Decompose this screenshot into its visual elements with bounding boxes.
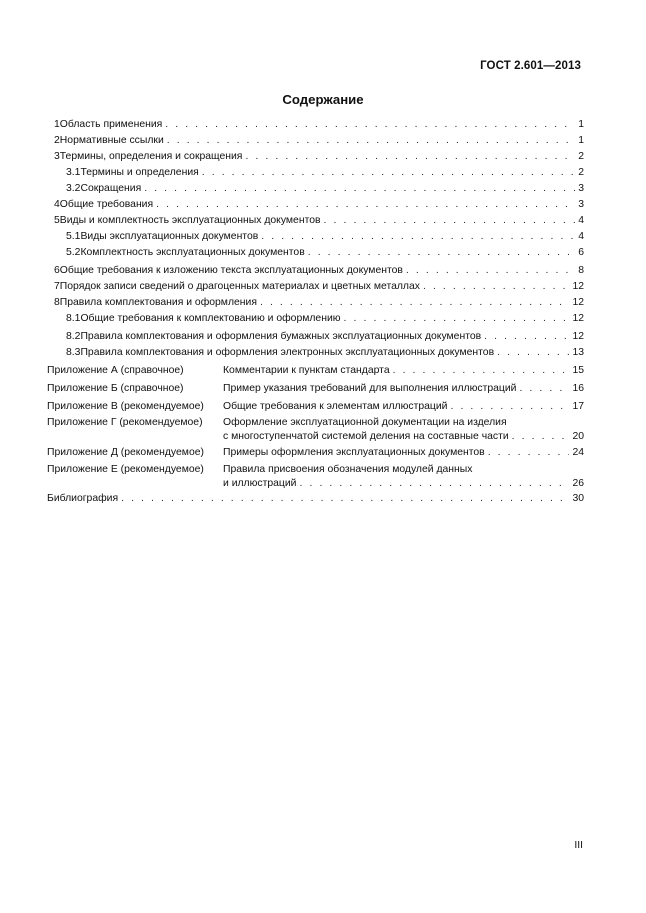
toc-appendix-b[interactable] xyxy=(0,383,646,399)
toc-entry-number: 3 xyxy=(54,151,60,162)
toc-entry-number: 8.2 xyxy=(66,331,81,342)
dot-leader xyxy=(484,331,569,342)
appendix-page: 15 xyxy=(572,365,584,376)
toc-entry-page: 12 xyxy=(572,313,584,324)
toc-entry-3[interactable] xyxy=(0,151,646,167)
dot-leader xyxy=(324,215,576,226)
toc-entry-4[interactable] xyxy=(0,199,646,215)
toc-entry-text: Комплектность эксплуатационных документов xyxy=(80,247,305,258)
dot-leader xyxy=(406,265,575,276)
appendix-page: 17 xyxy=(572,401,584,412)
toc-entry-number: 4 xyxy=(54,199,60,210)
toc-entry-5-2[interactable] xyxy=(0,247,646,263)
toc-entry-number: 8 xyxy=(54,297,60,308)
dot-leader xyxy=(519,383,569,394)
toc-entry-page: 2 xyxy=(578,151,584,162)
appendix-title: Оформление эксплуатационной документации на изделия xyxy=(223,417,507,428)
toc-appendix-e[interactable] xyxy=(0,464,646,496)
toc-entry-number: 5 xyxy=(54,215,60,226)
toc-entry-text: Виды эксплуатационных документов xyxy=(80,231,259,242)
toc-entry-number: 3.1 xyxy=(66,167,81,178)
toc-entry-8[interactable] xyxy=(0,297,646,313)
toc-bibliography[interactable] xyxy=(0,493,646,509)
appendix-title-continued: и иллюстраций xyxy=(223,478,297,489)
toc-entry-page: 4 xyxy=(578,231,584,242)
toc-entry-number: 8.3 xyxy=(66,347,81,358)
page-number: III xyxy=(574,840,583,851)
toc-entry-number: 1 xyxy=(54,119,60,130)
appendix-title: Комментарии к пунктам стандарта xyxy=(223,365,390,376)
dot-leader xyxy=(156,199,575,210)
dot-leader xyxy=(300,478,570,489)
toc-entry-text: Общие требования xyxy=(59,199,154,210)
document-code: ГОСТ 2.601—2013 xyxy=(480,60,581,72)
dot-leader xyxy=(261,231,575,242)
toc-entry-page: 1 xyxy=(578,135,584,146)
appendix-title: Пример указания требований для выполнения иллюстраций xyxy=(223,383,517,394)
dot-leader xyxy=(512,431,570,442)
toc-entry-page: 8 xyxy=(578,265,584,276)
toc-entry-number: 7 xyxy=(54,281,60,292)
dot-leader xyxy=(245,151,575,162)
page-title: Содержание xyxy=(282,92,364,107)
dot-leader xyxy=(165,119,575,130)
appendix-title: Примеры оформления эксплуатационных документов xyxy=(223,447,485,458)
bibliography-text: Библиография xyxy=(47,493,119,504)
dot-leader xyxy=(344,313,570,324)
appendix-label: Приложение Б (справочное) xyxy=(47,383,184,394)
dot-leader xyxy=(488,447,570,458)
toc-entry-3-1[interactable] xyxy=(0,167,646,183)
appendix-title: Общие требования к элементам иллюстраций xyxy=(223,401,448,412)
dot-leader xyxy=(260,297,569,308)
appendix-title: Правила присвоения обозначения модулей данных xyxy=(223,464,473,475)
toc-entry-page: 12 xyxy=(572,331,584,342)
toc-entry-5[interactable] xyxy=(0,215,646,231)
toc-entry-number: 5.2 xyxy=(66,247,81,258)
toc-entry-5-1[interactable] xyxy=(0,231,646,247)
toc-entry-page: 12 xyxy=(572,297,584,308)
toc-entry-page: 6 xyxy=(578,247,584,258)
toc-entry-2[interactable] xyxy=(0,135,646,151)
appendix-label: Приложение Е (рекомендуемое) xyxy=(47,464,204,475)
toc-entry-text: Виды и комплектность эксплуатационных документов xyxy=(59,215,321,226)
toc-entry-number: 6 xyxy=(54,265,60,276)
dot-leader xyxy=(423,281,569,292)
appendix-page: 26 xyxy=(572,478,584,489)
toc-entry-number: 2 xyxy=(54,135,60,146)
appendix-label: Приложение Д (рекомендуемое) xyxy=(47,447,204,458)
toc-entry-text: Общие требования к комплектованию и оформлению xyxy=(80,313,341,324)
toc-entry-text: Общие требования к изложению текста эксплуатационных документов xyxy=(59,265,403,276)
toc-entry-8-3[interactable] xyxy=(0,347,646,363)
appendix-label: Приложение В (рекомендуемое) xyxy=(47,401,204,412)
toc-entry-page: 1 xyxy=(578,119,584,130)
toc-entry-text: Термины и определения xyxy=(80,167,199,178)
toc-appendix-d[interactable] xyxy=(0,447,646,463)
toc-entry-8-1[interactable] xyxy=(0,313,646,329)
toc-entry-number: 3.2 xyxy=(66,183,81,194)
toc-entry-text: Термины, определения и сокращения xyxy=(59,151,243,162)
toc-entry-text: Нормативные ссылки xyxy=(59,135,164,146)
toc-appendix-v[interactable] xyxy=(0,401,646,417)
appendix-page: 20 xyxy=(572,431,584,442)
toc-entry-8-2[interactable] xyxy=(0,331,646,347)
toc-entry-6[interactable] xyxy=(0,265,646,281)
dot-leader xyxy=(144,183,575,194)
toc-entry-3-2[interactable] xyxy=(0,183,646,199)
toc-entry-text: Правила комплектования и оформления xyxy=(59,297,257,308)
toc-entry-page: 3 xyxy=(578,199,584,210)
toc-appendix-g[interactable] xyxy=(0,417,646,449)
toc-entry-page: 3 xyxy=(578,183,584,194)
toc-entry-number: 8.1 xyxy=(66,313,81,324)
toc-entry-7[interactable] xyxy=(0,281,646,297)
toc-entry-page: 4 xyxy=(578,215,584,226)
appendix-label: Приложение Г (рекомендуемое) xyxy=(47,417,203,428)
dot-leader xyxy=(167,135,575,146)
toc-entry-text: Порядок записи сведений о драгоценных материалах и цветных металлах xyxy=(59,281,420,292)
appendix-label: Приложение А (справочное) xyxy=(47,365,184,376)
appendix-title-continued: с многоступенчатой системой деления на составные части xyxy=(223,431,509,442)
toc-entry-text: Правила комплектования и оформления бумажных эксплуатационных документов xyxy=(80,331,482,342)
appendix-page: 16 xyxy=(572,383,584,394)
dot-leader xyxy=(121,493,569,504)
toc-entry-text: Область применения xyxy=(59,119,163,130)
toc-appendix-a[interactable] xyxy=(0,365,646,381)
toc-entry-page: 2 xyxy=(578,167,584,178)
appendix-page: 24 xyxy=(572,447,584,458)
toc-entry-1[interactable] xyxy=(0,119,646,135)
dot-leader xyxy=(450,401,569,412)
toc-entry-text: Правила комплектования и оформления электронных эксплуатационных документов xyxy=(80,347,495,358)
dot-leader xyxy=(308,247,575,258)
dot-leader xyxy=(393,365,570,376)
toc-entry-number: 5.1 xyxy=(66,231,81,242)
toc-entry-page: 12 xyxy=(572,281,584,292)
toc-entry-text: Сокращения xyxy=(80,183,142,194)
dot-leader xyxy=(497,347,569,358)
toc-entry-page: 13 xyxy=(572,347,584,358)
bibliography-page: 30 xyxy=(572,493,584,504)
dot-leader xyxy=(202,167,575,178)
